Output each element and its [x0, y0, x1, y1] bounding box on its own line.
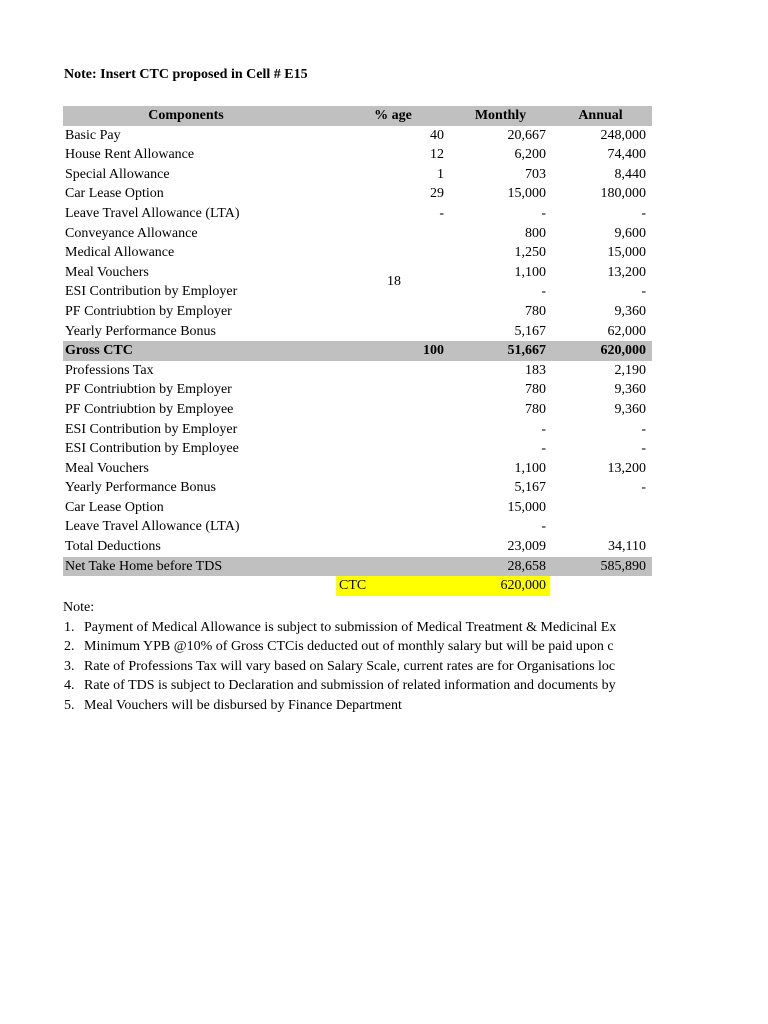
table-row: [63, 263, 652, 283]
row-annual: 180,000: [600, 186, 646, 202]
deduction-row: [63, 498, 652, 518]
row-monthly: 15,000: [507, 186, 546, 202]
row-label: Yearly Performance Bonus: [65, 323, 216, 339]
deduction-row: [63, 400, 652, 420]
total-deductions-row: [63, 537, 652, 557]
row-monthly: 6,200: [514, 147, 546, 163]
table-row: [63, 126, 652, 146]
note-text: Meal Vouchers will be disbursed by Finance Department: [84, 697, 402, 713]
row-annual: 9,360: [614, 382, 646, 398]
table-row: [63, 204, 652, 224]
row-label: Basic Pay: [65, 127, 121, 143]
row-monthly: -: [541, 421, 546, 437]
row-monthly: 1,100: [514, 460, 546, 476]
row-label: PF Contriubtion by Employer: [65, 303, 232, 319]
note-number: 3.: [64, 658, 75, 674]
row-annual: 620,000: [600, 343, 646, 359]
deduction-row: [63, 478, 652, 498]
row-label: PF Contriubtion by Employee: [65, 401, 234, 417]
row-monthly: 780: [525, 382, 546, 398]
row-annual: -: [641, 441, 646, 457]
merged-pct-cell: 18: [387, 274, 401, 289]
note-number: 1.: [64, 619, 75, 635]
row-label: House Rent Allowance: [65, 147, 195, 163]
header-annual: Annual: [578, 108, 623, 123]
note-text: Rate of Professions Tax will vary based on Salary Scale, current rates are for Organisations loc: [84, 658, 616, 674]
row-label: Meal Vouchers: [65, 264, 149, 280]
row-annual: -: [641, 480, 646, 496]
row-label: Meal Vouchers: [65, 460, 149, 476]
row-label: Total Deductions: [65, 539, 161, 555]
row-annual: 13,200: [607, 264, 646, 280]
row-pct: 1: [437, 166, 444, 182]
deduction-row: [63, 459, 652, 479]
notes-heading: Note:: [63, 600, 95, 615]
row-label: ESI Contribution by Employer: [65, 421, 238, 437]
row-annual: 15,000: [607, 245, 646, 261]
row-annual: 8,440: [614, 166, 646, 182]
instruction-note: Note: Insert CTC proposed in Cell # E15: [64, 67, 308, 82]
table-row: [63, 322, 652, 342]
row-monthly: 780: [525, 303, 546, 319]
row-label: Leave Travel Allowance (LTA): [65, 205, 240, 221]
note-text: Payment of Medical Allowance is subject to submission of Medical Treatment & Medicinal Ex: [84, 619, 617, 635]
note-text: Minimum YPB @10% of Gross CTCis deducted out of monthly salary but will be paid upon c: [84, 639, 614, 655]
row-monthly: 5,167: [514, 323, 546, 339]
note-number: 2.: [64, 639, 75, 655]
row-pct: 100: [423, 343, 444, 359]
deduction-row: [63, 380, 652, 400]
row-label: Professions Tax: [65, 362, 154, 378]
note-number: 5.: [64, 697, 75, 713]
table-row: [63, 145, 652, 165]
notes-section: [63, 598, 653, 716]
ctc-table: [63, 106, 652, 596]
row-annual: 2,190: [614, 362, 646, 378]
row-label: Gross CTC: [65, 343, 133, 359]
row-label: PF Contriubtion by Employer: [65, 382, 232, 398]
table-row: [63, 302, 652, 322]
net-take-home-row: [63, 557, 652, 577]
row-monthly: 703: [525, 166, 546, 182]
deduction-row: [63, 420, 652, 440]
deduction-row: [63, 361, 652, 381]
row-pct: 29: [430, 186, 444, 202]
row-label: Special Allowance: [65, 166, 170, 182]
row-annual: 74,400: [607, 147, 646, 163]
gross-ctc-row: [63, 341, 652, 361]
row-label: Car Lease Option: [65, 499, 164, 515]
table-row: [63, 165, 652, 185]
row-monthly: 780: [525, 401, 546, 417]
row-annual: 585,890: [600, 558, 646, 574]
row-label: Net Take Home before TDS: [65, 558, 223, 574]
note-item: [63, 696, 653, 716]
row-pct: -: [439, 205, 444, 221]
header-components: Components: [148, 108, 224, 123]
row-monthly: 23,009: [507, 539, 546, 555]
ctc-input-row: [63, 576, 652, 596]
row-label: Car Lease Option: [65, 186, 164, 202]
row-label: Leave Travel Allowance (LTA): [65, 519, 240, 535]
row-monthly: 1,100: [514, 264, 546, 280]
row-monthly: 800: [525, 225, 546, 241]
table-row: [63, 224, 652, 244]
row-annual: -: [641, 421, 646, 437]
row-monthly: -: [541, 519, 546, 535]
row-annual: 62,000: [607, 323, 646, 339]
row-monthly: 183: [525, 362, 546, 378]
row-pct: 40: [430, 127, 444, 143]
note-item: [63, 657, 653, 677]
ctc-label: CTC: [339, 578, 367, 594]
row-pct: 12: [430, 147, 444, 163]
row-monthly: -: [541, 284, 546, 300]
row-annual: 248,000: [600, 127, 646, 143]
row-annual: 13,200: [607, 460, 646, 476]
row-monthly: 5,167: [514, 480, 546, 496]
note-item: [63, 676, 653, 696]
header-monthly: Monthly: [474, 108, 527, 123]
row-annual: -: [641, 205, 646, 221]
row-monthly: -: [541, 205, 546, 221]
row-annual: 34,110: [608, 539, 646, 555]
header-pct: % age: [374, 108, 412, 123]
deduction-row: [63, 517, 652, 537]
row-monthly: 20,667: [507, 127, 546, 143]
row-annual: -: [641, 284, 646, 300]
table-row: [63, 184, 652, 204]
note-item: [63, 637, 653, 657]
row-annual: 9,360: [614, 401, 646, 417]
table-header: [63, 106, 652, 126]
row-annual: 9,600: [614, 225, 646, 241]
row-monthly: 1,250: [514, 245, 546, 261]
note-text: Rate of TDS is subject to Declaration and submission of related information and documents by: [84, 678, 616, 694]
ctc-value[interactable]: 620,000: [500, 578, 546, 594]
table-row: [63, 243, 652, 263]
deduction-row: [63, 439, 652, 459]
row-monthly: 51,667: [507, 343, 546, 359]
row-monthly: 28,658: [507, 558, 546, 574]
row-monthly: 15,000: [507, 499, 546, 515]
table-row: [63, 282, 652, 302]
row-label: Yearly Performance Bonus: [65, 480, 216, 496]
row-label: Conveyance Allowance: [65, 225, 198, 241]
note-item: [63, 618, 653, 638]
row-annual: 9,360: [614, 303, 646, 319]
row-label: ESI Contribution by Employer: [65, 284, 238, 300]
row-monthly: -: [541, 441, 546, 457]
row-label: ESI Contribution by Employee: [65, 441, 239, 457]
note-number: 4.: [64, 678, 75, 694]
row-label: Medical Allowance: [65, 245, 175, 261]
